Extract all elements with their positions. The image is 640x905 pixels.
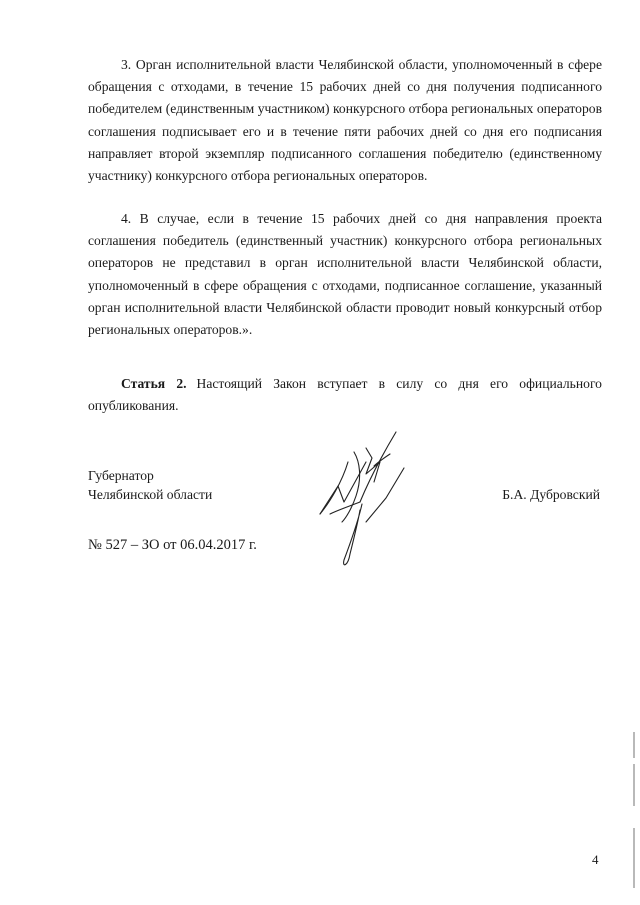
governor-name: Б.А. Дубровский bbox=[502, 487, 600, 502]
page-number: 4 bbox=[592, 852, 599, 867]
handwritten-signature bbox=[308, 422, 418, 572]
article-2-label: Статья 2. bbox=[121, 376, 187, 391]
signatory-position bbox=[88, 466, 212, 504]
paragraph-3: 3. Орган исполнительной власти Челябинской области, уполномоченный в сфере обращения с отходами, в течение 15 рабочих дней со дня получения подписанного победителем (единственным участником) конкурсного отбора региональных операторов соглашения подписывает его и в течение пяти рабочих дней со дня его подписания направляет второй экземпляр подписанного соглашения победителю (единственному участнику) конкурсного отбора региональных операторов. bbox=[88, 57, 602, 184]
scan-edge-mark bbox=[633, 828, 635, 888]
paragraph-4: 4. В случае, если в течение 15 рабочих дней со дня направления проекта соглашения победитель (единственный участник) конкурсного отбора региональных операторов не представил в орган исполнительной власти Челябинской области, уполномоченный в сфере обращения с отходами, подписанное соглашение, указанный орган исполнительной власти Челябинской области проводит новый конкурсный отбор региональных операторов.». bbox=[88, 211, 602, 338]
article-2-text: Настоящий Закон вступает в силу со дня его официального опубликования. bbox=[88, 376, 602, 414]
signatory-position-line-2: Челябинской области bbox=[88, 487, 213, 502]
law-number-and-date: № 527 – ЗО от 06.04.2017 г. bbox=[88, 537, 257, 553]
article-2 bbox=[88, 373, 602, 417]
signatory-position-line-1: Губернатор bbox=[88, 468, 154, 483]
scan-edge-mark bbox=[633, 732, 635, 758]
scan-edge-mark bbox=[633, 764, 635, 806]
